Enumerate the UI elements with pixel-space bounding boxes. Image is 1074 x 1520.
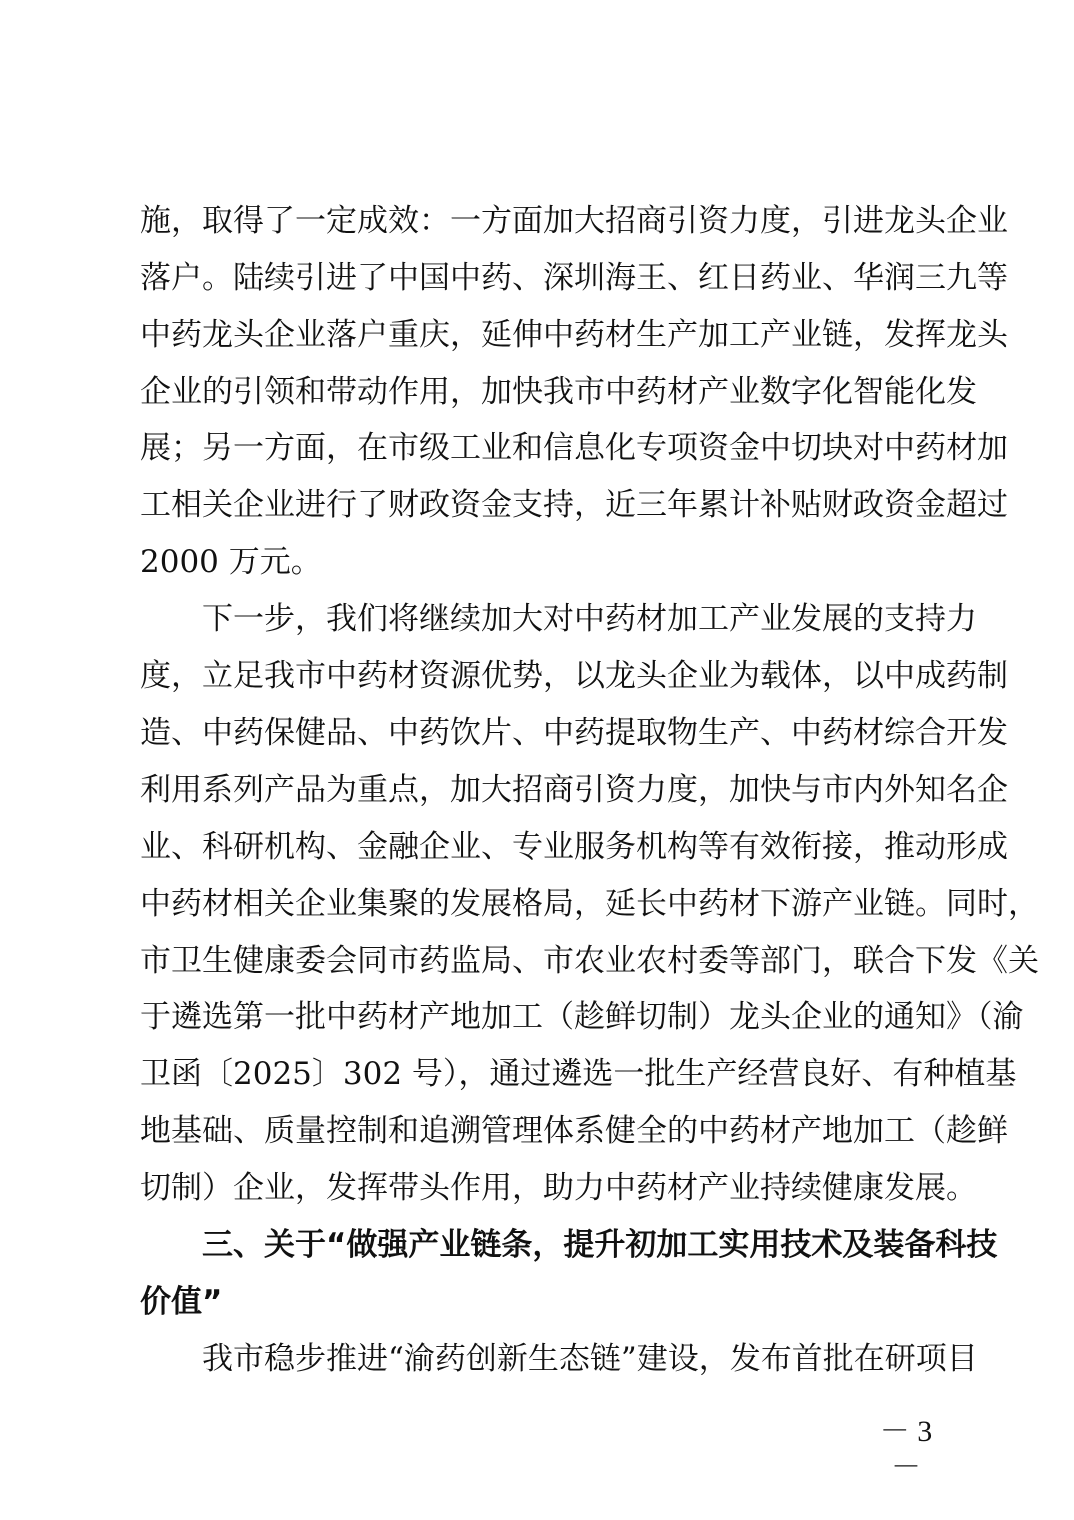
paragraph-line: 度，立足我市中药材资源优势，以龙头企业为载体，以中成药制: [140, 658, 1008, 694]
paragraph-line: 于遴选第一批中药材产地加工（趁鲜切制）龙头企业的通知》（渝: [140, 999, 1024, 1035]
paragraph-line: 落户。陆续引进了中国中药、深圳海王、红日药业、华润三九等: [140, 260, 1008, 296]
section-heading: 三、关于“做强产业链条，提升初加工实用技术及装备科技: [202, 1227, 998, 1263]
paragraph-line: 展；另一方面，在市级工业和信息化专项资金中切块对中药材加: [140, 430, 1008, 466]
paragraph-line: 2000 万元。: [140, 544, 322, 580]
paragraph-line: 施，取得了一定成效：一方面加大招商引资力度，引进龙头企业: [140, 203, 1008, 239]
page-number: － 3 －: [879, 1415, 933, 1484]
paragraph-line: 企业的引领和带动作用，加快我市中药材产业数字化智能化发: [140, 374, 977, 410]
section-heading: 价值”: [140, 1284, 223, 1320]
paragraph-line: 市卫生健康委会同市药监局、市农业农村委等部门，联合下发《关: [140, 943, 1039, 979]
paragraph-line: 地基础、质量控制和追溯管理体系健全的中药材产地加工（趁鲜: [140, 1113, 1008, 1149]
paragraph-line: 切制）企业，发挥带头作用，助力中药材产业持续健康发展。: [140, 1170, 977, 1206]
paragraph-line: 中药龙头企业落户重庆，延伸中药材生产加工产业链，发挥龙头: [140, 317, 1008, 353]
paragraph-line: 业、科研机构、金融企业、专业服务机构等有效衔接，推动形成: [140, 829, 1008, 865]
paragraph-line: 我市稳步推进“渝药创新生态链”建设，发布首批在研项目: [202, 1341, 978, 1377]
paragraph-line: 下一步，我们将继续加大对中药材加工产业发展的支持力: [202, 601, 977, 637]
paragraph-line: 工相关企业进行了财政资金支持，近三年累计补贴财政资金超过: [140, 487, 1008, 523]
paragraph-line: 造、中药保健品、中药饮片、中药提取物生产、中药材综合开发: [140, 715, 1008, 751]
paragraph-line: 卫函〔2025〕302 号），通过遴选一批生产经营良好、有种植基: [140, 1056, 1017, 1092]
paragraph-line: 中药材相关企业集聚的发展格局，延长中药材下游产业链。同时，: [140, 886, 1039, 922]
paragraph-line: 利用系列产品为重点，加大招商引资力度，加快与市内外知名企: [140, 772, 1008, 808]
